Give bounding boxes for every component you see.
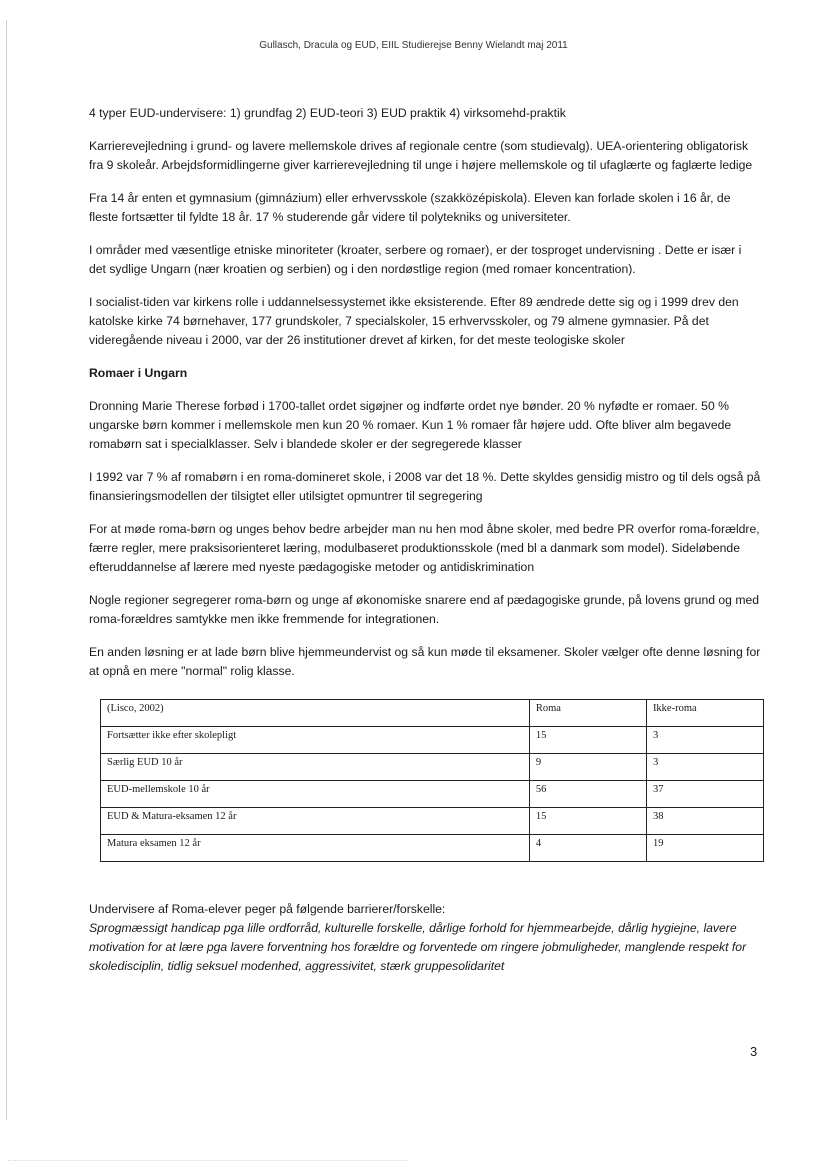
table-row <box>101 754 764 781</box>
paragraph: En anden løsning er at lade børn blive hjemmeundervist og så kun møde til eksamener. Skoler vælger ofte denne løsning for at opnå en mere "normal" rolig klasse. <box>89 645 761 678</box>
paragraph: I områder med væsentlige etniske minoriteter (kroater, serbere og romaer), er der tosproget undervisning . Dette er især i det sydlige Ungarn (nær kroatien og serbien) og i den nordøstlige region (med romaer koncentration). <box>89 243 742 276</box>
table-row <box>101 808 764 835</box>
table-cell: 15 <box>529 727 646 754</box>
table-cell: 3 <box>646 727 763 754</box>
barriers-lead: Undervisere af Roma-elever peger på følgende barrierer/forskelle: <box>89 902 446 916</box>
running-header: Gullasch, Dracula og EUD, EIIL Studierejse Benny Wielandt maj 2011 <box>259 40 568 51</box>
table-row <box>101 781 764 808</box>
table-cell: 9 <box>529 754 646 781</box>
paragraph: Nogle regioner segregerer roma-børn og unge af økonomiske snarere end af pædagogiske grunde, på lovens grund og med roma-forældres samtykke men ikke fremmende for integrationen. <box>89 593 760 626</box>
paragraph: I socialist-tiden var kirkens rolle i uddannelsessystemet ikke eksisterende. Efter 89 ændrede dette sig og i 1999 drev den katolske kirke 74 børnehaver, 177 grundskoler, 7 specialskoler, 15 erhvervsskoler, og 79 almene gymnasier. På det videregående niveau i 2000, var der 26 institutioner drevet af kirken, for det meste teologiske skoler <box>89 295 739 347</box>
table-cell: 56 <box>529 781 646 808</box>
table-header-row <box>101 700 764 727</box>
table-cell: EUD & Matura-eksamen 12 år <box>101 808 530 835</box>
paragraph: Dronning Marie Therese forbød i 1700-tallet ordet sigøjner og indførte ordet nye bønder. 20 % nyfødte er romaer. 50 % ungarske børn kommer i mellemskole men kun 20 % romaer. Kun 1 % romaer får højere udd. Ofte bliver alm begavede romabørn sat i specialklasser. Selv i blandede skoler er der segregerede klasser <box>89 399 732 451</box>
table-cell: 38 <box>646 808 763 835</box>
table-row <box>101 835 764 862</box>
paragraph: Fra 14 år enten et gymnasium (gimnázium) eller erhvervsskole (szakközépiskola). Eleven kan forlade skolen i 16 år, de fleste fortsætter til fyldte 18 år. 17 % studerende går videre til polytekniks og universiteter. <box>89 191 731 224</box>
table-cell: Fortsætter ikke efter skolepligt <box>101 727 530 754</box>
table-cell: 4 <box>529 835 646 862</box>
table-header-cell: Ikke-roma <box>646 700 763 727</box>
table-header-cell: (Lisco, 2002) <box>101 700 530 727</box>
table-cell: 37 <box>646 781 763 808</box>
table-header-cell: Roma <box>529 700 646 727</box>
footer-divider <box>8 1160 408 1162</box>
table-cell: EUD-mellemskole 10 år <box>101 781 530 808</box>
paragraph: 4 typer EUD-undervisere: 1) grundfag 2) EUD-teori 3) EUD praktik 4) virksomehd-praktik <box>89 106 566 120</box>
page-edge <box>6 20 7 1120</box>
table-cell: 3 <box>646 754 763 781</box>
table-cell: Matura eksamen 12 år <box>101 835 530 862</box>
table-row <box>101 727 764 754</box>
paragraph: Karrierevejledning i grund- og lavere mellemskole drives af regionale centre (som studievalg). UEA-orientering obligatorisk fra 9 skoleår. Arbejdsformidlingerne giver karrierevejledning til unge i højere mellemskole og til ufaglærte og faglærte ledige <box>89 139 753 172</box>
section-heading: Romaer i Ungarn <box>89 366 188 380</box>
paragraph: I 1992 var 7 % af romabørn i en roma-domineret skole, i 2008 var det 18 %. Dette skyldes gensidig mistro og til dels også på finansieringsmodellen der tilsigtet eller utilsigtet opmuntrer til segregering <box>89 470 761 503</box>
paragraph: For at møde roma-børn og unges behov bedre arbejder man nu hen mod åbne skoler, med bedre PR overfor roma-forældre, færre regler, mere praksisorienteret læring, modulbaseret produktionsskole (med bl a danmark som model). Sideløbende efteruddannelse af lærere med nyeste pædagogiske metoder og antidiskrimination <box>89 522 760 574</box>
table-cell: Særlig EUD 10 år <box>101 754 530 781</box>
page-number: 3 <box>750 1044 758 1059</box>
table-cell: 19 <box>646 835 763 862</box>
table-cell: 15 <box>529 808 646 835</box>
document-body <box>89 104 761 990</box>
statistics-table <box>100 699 764 862</box>
barriers-text: Sprogmæssigt handicap pga lille ordforråd, kulturelle forskelle, dårlige forhold for hjemmearbejde, dårlig hygiejne, lavere motivation for at lære pga lavere forventning hos forældre og forventede om ringere jobmuligheder, manglende respekt for skoledisciplin, tidlig seksuel modenhed, aggressivitet, stærk gruppesolidaritet <box>89 921 747 973</box>
